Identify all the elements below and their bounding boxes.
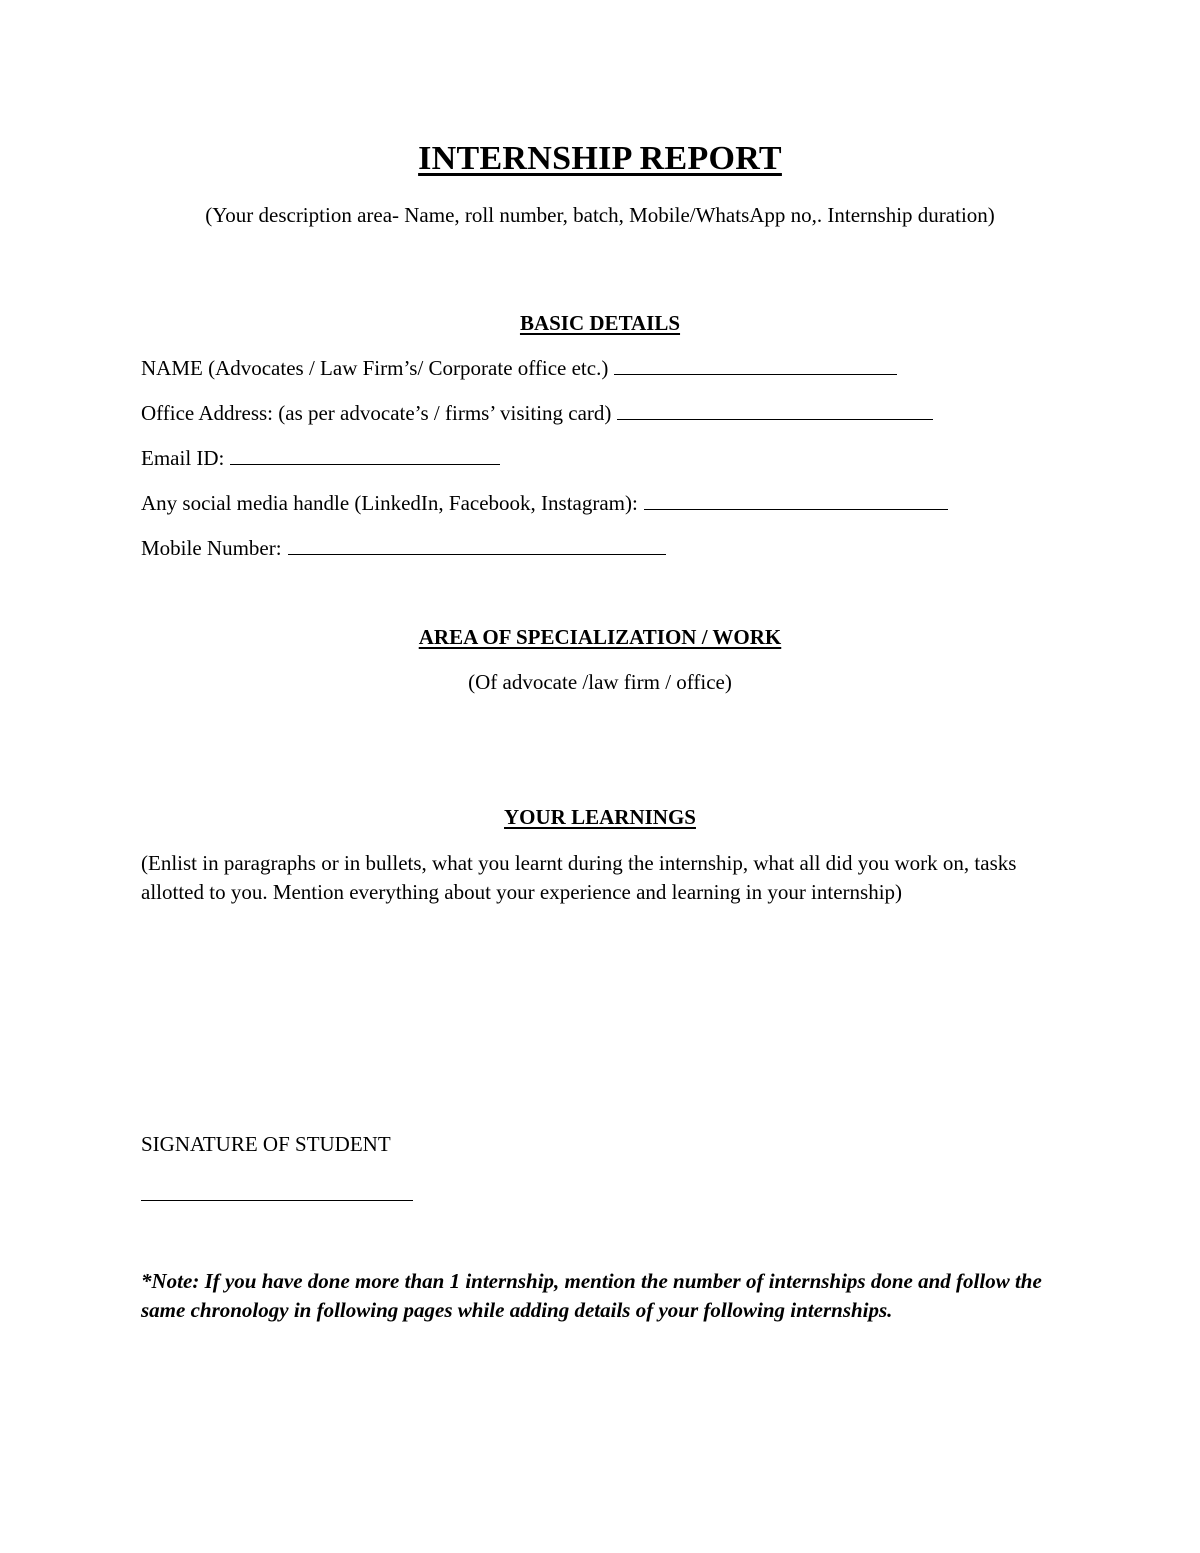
field-email-blank[interactable] xyxy=(230,448,500,465)
signature-label: SIGNATURE OF STUDENT xyxy=(141,1132,391,1156)
signature-line[interactable] xyxy=(141,1200,413,1201)
field-mobile-label: Mobile Number: xyxy=(141,536,282,560)
field-office-address-label: Office Address: (as per advocate’s / firms’ visiting card) xyxy=(141,401,612,425)
field-social-media-blank[interactable] xyxy=(644,493,948,510)
field-mobile-blank[interactable] xyxy=(288,538,666,555)
specialization-note: (Of advocate /law firm / office) xyxy=(468,670,732,694)
learnings-heading: YOUR LEARNINGS xyxy=(504,805,696,829)
footer-note: *Note: If you have done more than 1 internship, mention the number of internships done and follow the same chronology in following pages while adding details of your following internships. xyxy=(141,1269,1042,1322)
document-title: INTERNSHIP REPORT xyxy=(418,140,782,177)
specialization-heading: AREA OF SPECIALIZATION / WORK xyxy=(418,625,782,649)
field-name xyxy=(141,356,897,381)
field-social-media xyxy=(141,491,948,516)
learnings-instructions: (Enlist in paragraphs or in bullets, what you learnt during the internship, what all did you work on, tasks allotted to you. Mention everything about your experience and learning in your internship) xyxy=(141,851,1017,904)
field-office-address-blank[interactable] xyxy=(617,403,933,420)
document-subtitle: (Your description area- Name, roll number, batch, Mobile/WhatsApp no,. Internship duration) xyxy=(205,203,995,227)
field-name-label: NAME (Advocates / Law Firm’s/ Corporate office etc.) xyxy=(141,356,609,380)
field-mobile xyxy=(141,536,666,561)
field-name-blank[interactable] xyxy=(614,358,897,375)
field-office-address xyxy=(141,401,933,426)
field-email xyxy=(141,446,500,471)
field-social-media-label: Any social media handle (LinkedIn, Facebook, Instagram): xyxy=(141,491,638,515)
field-email-label: Email ID: xyxy=(141,446,225,470)
basic-details-heading: BASIC DETAILS xyxy=(519,311,681,335)
